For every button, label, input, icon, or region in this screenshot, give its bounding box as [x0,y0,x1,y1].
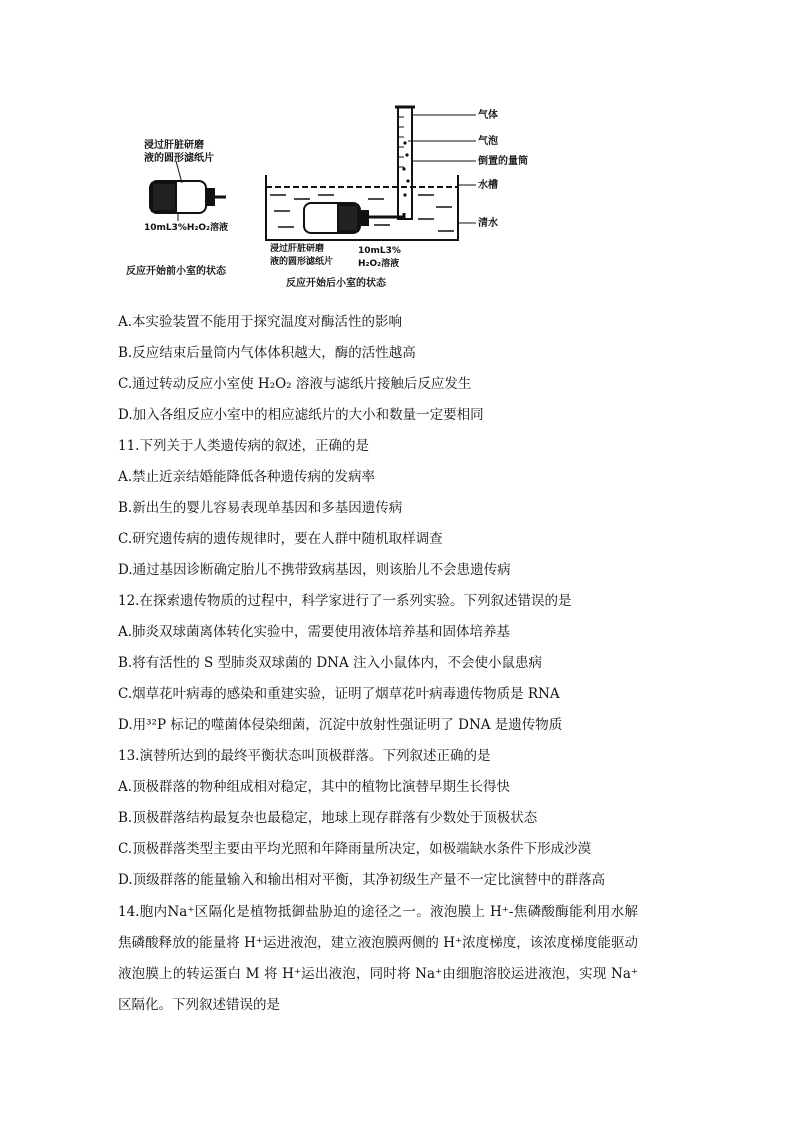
callout-bubbles: 气泡 [478,136,498,147]
q12-option-c: C.烟草花叶病毒的感染和重建实验，证明了烟草花叶病毒遗传物质是 RNA [118,686,560,702]
callout-tank: 水槽 [478,180,498,191]
q10-option-b: B.反应结束后量筒内气体体积越大，酶的活性越高 [118,345,416,361]
q11-option-d: D.通过基因诊断确定胎儿不携带致病基因，则该胎儿不会患遗传病 [118,562,511,578]
callout-water: 清水 [478,218,498,229]
experiment-figure [118,95,558,300]
q14-stem: 14.胞内Na⁺区隔化是植物抵御盐胁迫的途径之一。液泡膜上 H⁺-焦磷酸酶能利用水解焦磷酸释放的能量将 H⁺运进液泡，建立液泡膜两侧的 H⁺浓度梯度，该浓度梯度能驱动液泡膜上的转运蛋白 M 将 H⁺运出液泡，同时将 Na⁺由细胞溶胶运进液泡，实现 Na⁺区隔化。下列叙述错误的是 [118,904,638,1013]
water-tank [266,175,458,240]
filter-paper-label-left: 浸过肝脏研磨 液的圆形滤纸片 [144,140,214,164]
q13-option-c: C.顶极群落类型主要由平均光照和年降雨量所决定，如极端缺水条件下形成沙漠 [118,841,592,857]
solution-label-left: 10mL3%H₂O₂溶液 [144,223,228,233]
q10-option-a: A.本实验装置不能用于探究温度对酶活性的影响 [118,314,403,330]
q11-stem: 11.下列关于人类遗传病的叙述，正确的是 [118,438,369,454]
caption-before: 反应开始前小室的状态 [126,266,226,277]
q13-option-b: B.顶极群落结构最复杂也最稳定，地球上现存群落有少数处于顶极状态 [118,810,538,826]
caption-after: 反应开始后小室的状态 [286,278,386,289]
q12-option-b: B.将有活性的 S 型肺炎双球菌的 DNA 注入小鼠体内，不会使小鼠患病 [118,655,543,671]
reaction-chamber-before [150,161,226,221]
q12-option-d: D.用³²P 标记的噬菌体侵染细菌，沉淀中放射性强证明了 DNA 是遗传物质 [118,717,563,733]
reaction-chamber-after [304,203,404,233]
filter-paper-label-bottom: 浸过肝脏研磨 液的圆形滤纸片 [270,244,334,267]
bubbles [402,141,409,196]
q13-option-d: D.顶级群落的能量输入和输出相对平衡，其净初级生产量不一定比演替中的群落高 [118,872,606,888]
solution-label-bottom: 10mL3% H₂O₂溶液 [358,246,401,269]
callout-gas: 气体 [478,110,498,121]
q10-option-c: C.通过转动反应小室使 H₂O₂ 溶液与滤纸片接触后反应发生 [118,376,472,392]
q11-option-b: B.新出生的婴儿容易表现单基因和多基因遗传病 [118,500,403,516]
q12-stem: 12.在探索遗传物质的过程中，科学家进行了一系列实验。下列叙述错误的是 [118,593,572,609]
q13-stem: 13.演替所达到的最终平衡状态叫顶极群落。下列叙述正确的是 [118,748,491,764]
q13-option-a: A.顶极群落的物种组成相对稳定，其中的植物比演替早期生长得快 [118,779,511,795]
q10-option-d: D.加入各组反应小室中的相应滤纸片的大小和数量一定要相同 [118,407,484,423]
graduated-cylinder [395,107,415,219]
q11-option-a: A.禁止近亲结婚能降低各种遗传病的发病率 [118,469,376,485]
q11-option-c: C.研究遗传病的遗传规律时，要在人群中随机取样调查 [118,531,443,547]
callout-cylinder: 倒置的量筒 [478,156,528,167]
q12-option-a: A.肺炎双球菌离体转化实验中，需要使用液体培养基和固体培养基 [118,624,511,640]
